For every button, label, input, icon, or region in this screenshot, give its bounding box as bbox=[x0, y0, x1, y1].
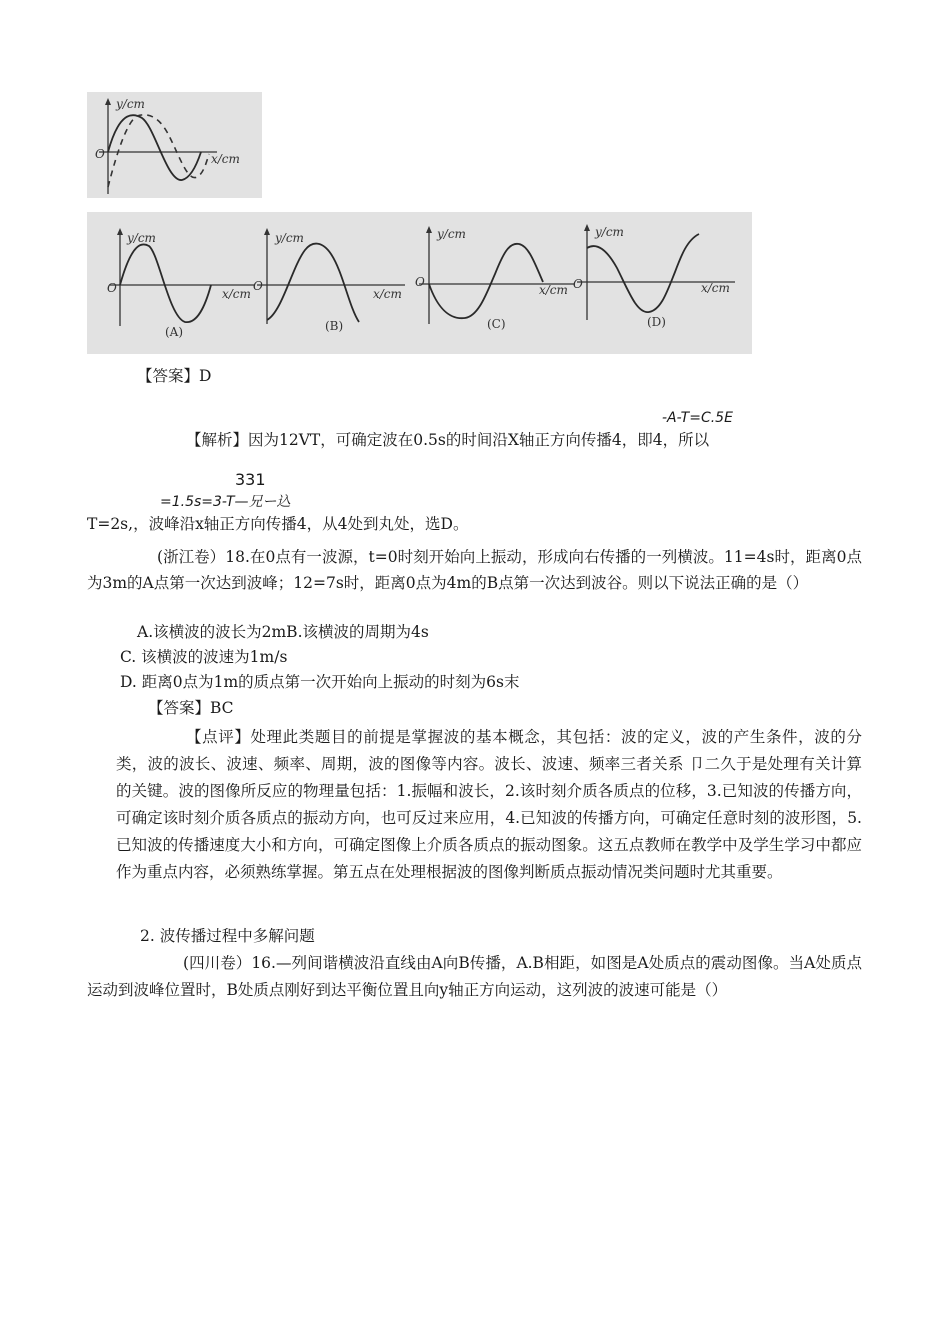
option-d: D. 距离0点为1m的质点第一次开始向上振动的时刻为6s末 bbox=[120, 673, 520, 691]
comment-paragraph: 【点评】处理此类题目的前提是掌握波的基本概念，其包括：波的定义，波的产生条件，波的分类，波的波长、波速、频率、周期，波的图像等内容。波长、波速、频率三者关系 卩二久于是处理有关计算的关键。波的图像所反应的物理量包括：1.振幅和波长，2.该时刻介质各质点的位移，3.已知波的传播方向，可确定该时刻介质各质点的振动方向，也可反过来应用，4.已知波的传播方向，可确定任意时刻的波形图，5.已知波的传播速度大小和方向，可确定图像上介质各质点的振动图象。这五点教师在教学中及学生学习中都应作为重点内容，必须熟练掌握。第五点在处理根据波的图像判断质点振动情况类问题时尤其重要。 bbox=[116, 728, 862, 881]
y-axis-arrow bbox=[105, 98, 111, 105]
y-axis-label: y/cm bbox=[275, 231, 304, 245]
y-axis-arrow bbox=[584, 224, 590, 231]
x-axis-label: x/cm bbox=[701, 281, 730, 295]
number-331: 331 bbox=[235, 470, 266, 489]
option-b-graph bbox=[253, 228, 405, 333]
y-axis-arrow bbox=[117, 228, 123, 235]
option-d-graph bbox=[573, 224, 735, 329]
wave-a bbox=[120, 244, 211, 322]
question-18: (浙江卷）18.在0点有一波源，t=0时刻开始向上振动，形成向右传播的一列横波。11=4s时，距离0点为3m的A点第一次达到波峰；12=7s时，距离0点为4m的B点第一次达到波谷。则以下说法正确的是（） bbox=[87, 548, 862, 592]
option-ab: A.该横波的波长为2mB.该横波的周期为4s bbox=[137, 623, 429, 641]
x-axis-label: x/cm bbox=[373, 287, 402, 301]
question-16: (四川卷）16.—列间谐横波沿直线由A向B传播，A.B相距，如图是A处质点的震动图像。当A处质点运动到波峰位置时，B处质点刚好到达平衡位置且向y轴正方向运动，这列波的波速可能是（） bbox=[87, 954, 862, 999]
x-axis-label: x/cm bbox=[211, 152, 240, 166]
analysis-line: 【解析】因为12VT，可确定波在0.5s的时间沿X轴正方向传播4，即4，所以 bbox=[186, 431, 710, 449]
option-c: C. 该横波的波速为1m/s bbox=[120, 648, 288, 666]
x-axis-label: x/cm bbox=[222, 287, 251, 301]
formula-right: -A-T=C.5E bbox=[662, 410, 733, 426]
origin-label: O bbox=[253, 279, 263, 293]
options-wave-figure bbox=[87, 212, 752, 354]
option-c-label: (C) bbox=[487, 317, 506, 331]
x-axis-label: x/cm bbox=[539, 283, 568, 297]
option-b-label: (B) bbox=[325, 319, 344, 333]
wave-c bbox=[429, 244, 543, 318]
wave-d bbox=[587, 234, 699, 312]
y-axis-arrow bbox=[264, 228, 270, 235]
solid-wave bbox=[108, 115, 201, 180]
option-c-graph bbox=[415, 226, 575, 331]
origin-label: O bbox=[107, 281, 117, 295]
option-a-label: (A) bbox=[165, 325, 184, 339]
y-axis-label: y/cm bbox=[116, 97, 145, 111]
option-d-label: (D) bbox=[647, 315, 666, 329]
origin-label: O bbox=[573, 277, 583, 291]
answer-2: 【答案】BC bbox=[148, 699, 234, 717]
answer-1: 【答案】D bbox=[137, 367, 212, 385]
wave-b bbox=[267, 244, 359, 322]
period-line: T=2s,，波峰沿x轴正方向传播4，从4处到丸处，选D。 bbox=[87, 515, 469, 533]
y-axis-label: y/cm bbox=[595, 225, 624, 239]
y-axis-label: y/cm bbox=[437, 227, 466, 241]
origin-label: O bbox=[415, 275, 425, 289]
formula-left: =1.5s=3-T—兄ー込 bbox=[160, 494, 291, 510]
option-a-graph bbox=[107, 228, 255, 339]
y-axis-label: y/cm bbox=[127, 231, 156, 245]
origin-label: O bbox=[95, 147, 105, 161]
top-wave-figure bbox=[87, 92, 262, 198]
section-2-heading: 2. 波传播过程中多解问题 bbox=[140, 927, 315, 945]
y-axis-arrow bbox=[426, 226, 432, 233]
dashed-wave bbox=[108, 115, 209, 187]
